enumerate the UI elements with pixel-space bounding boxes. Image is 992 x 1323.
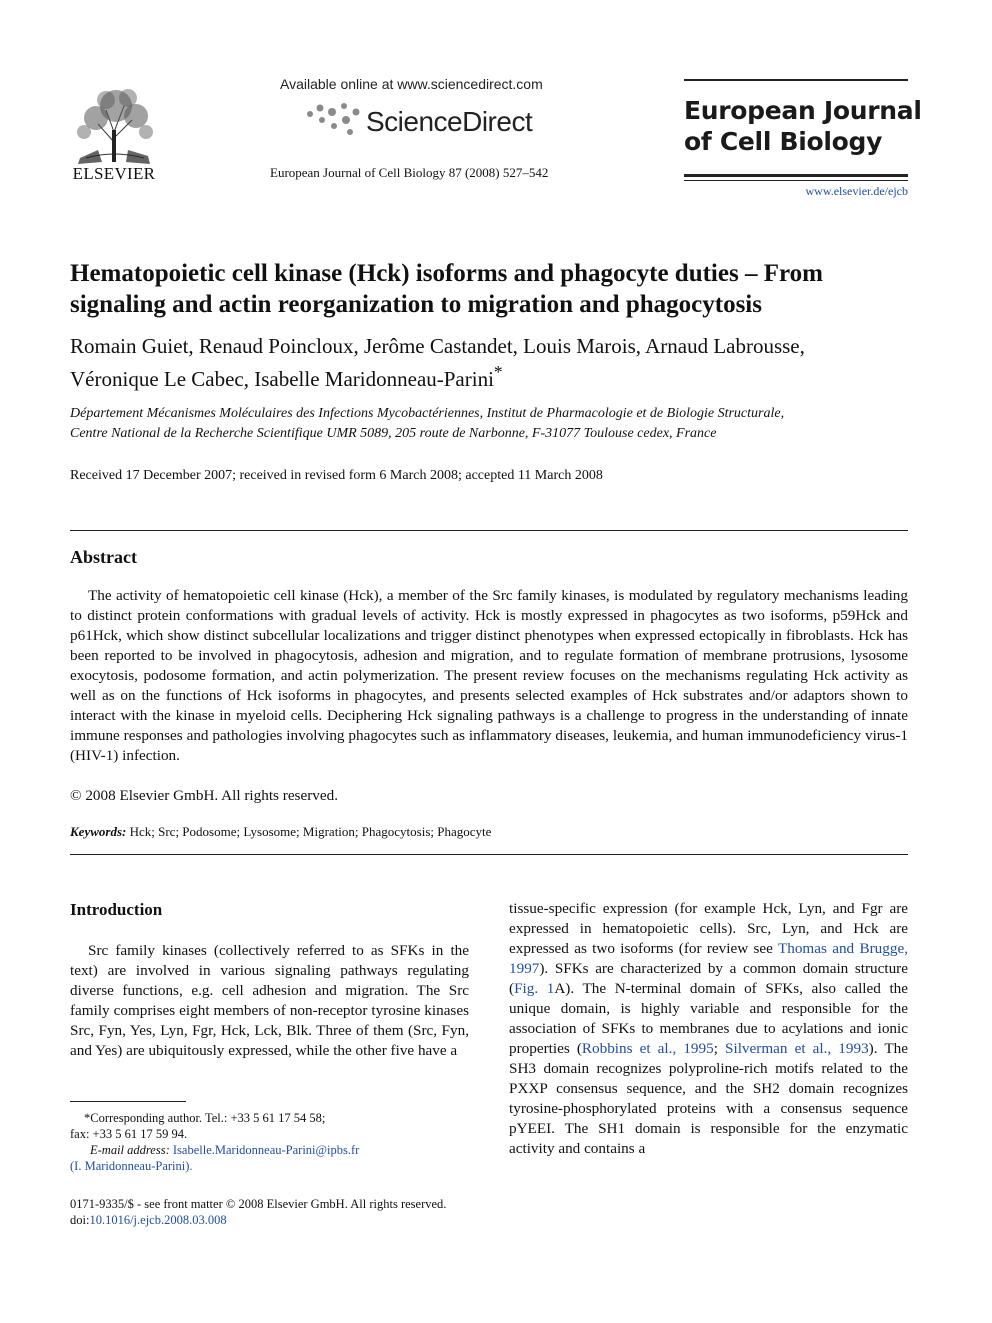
corresponding-author-footnote	[70, 1110, 470, 1174]
text-run: A). The N-terminal domain of SFKs, also called the unique domain, is highly variable and responsible for the association of SFKs to membranes due to acylations and ionic properties (	[509, 980, 909, 1057]
abstract-heading: Abstract	[70, 547, 137, 567]
introduction-column-2	[509, 899, 908, 1159]
text-run: tissue-specific expression (for example Hck, Lyn, and Fgr are expressed in hematopoietic cells). Src, Lyn, and Hck are expressed as two isoforms (for review see	[509, 900, 908, 957]
email-link[interactable]: Isabelle.Maridonneau-Parini@ipbs.fr	[172, 1143, 360, 1157]
doi-row	[70, 1212, 590, 1228]
journal-title-rule	[684, 174, 908, 177]
text-run: ). SFKs are characterized by a common domain structure (	[509, 960, 908, 997]
reference-link[interactable]: Robbins et al., 1995	[581, 1040, 714, 1057]
footnote-rule	[70, 1101, 186, 1102]
author-list-line-1: Romain Guiet, Renaud Poincloux, Jerôme Castandet, Louis Marois, Arnaud Labrousse,	[70, 334, 805, 358]
abstract-body: The activity of hematopoietic cell kinase (Hck), a member of the Src family kinases, is modulated by regulatory mechanisms leading to distinct protein conformations with gradual levels of activity. Hck is mostly expressed in phagocytes as two isoforms, p59Hck and p61Hck, which show distinct subcellular localizations and trigger distinct phenotypes when expressed ectopically in fibroblasts. Hck has been reported to be involved in phagocytosis, adhesion and migration, and to regulate formation of membrane protrusions, lysosome exocytosis, podosome formation, and actin polymerization. The present review focuses on the mechanisms regulating Hck activity as well as on the functions of Hck isoforms in phagocytes, and presents selected examples of Hck substrates and/or adaptors shown to interact with the kinase in myeloid cells. Deciphering Hck signaling pathways is a challenge to progress in the understanding of innate immune responses and pathologies involving phagocytes such as inflammatory diseases, leukemia, and human immunodeficiency virus-1 (HIV-1) infection.	[70, 587, 908, 764]
front-matter-notice	[70, 1196, 590, 1228]
available-online-text[interactable]: Available online at www.sciencedirect.com	[280, 76, 543, 92]
author-list	[70, 333, 930, 392]
footnote-email-row	[70, 1142, 470, 1158]
reference-link[interactable]: Silverman et al., 1993	[725, 1040, 869, 1057]
journal-url-link[interactable]: www.elsevier.de/ejcb	[805, 184, 908, 198]
reference-link[interactable]: Thomas and Brugge, 1997	[509, 940, 908, 977]
copyright-notice: © 2008 Elsevier GmbH. All rights reserved.	[70, 787, 338, 804]
journal-title-line-2: of Cell Biology	[684, 127, 883, 156]
introduction-column-1: Src family kinases (collectively referred to as SFKs in the text) are involved in various signaling pathways regulating diverse functions, e.g. cell adhesion and migration. The Src family comprises eight members of non-receptor tyrosine kinases Src, Fyn, Yes, Lyn, Fgr, Hck, Lck, Blk. Three of them (Src, Fyn, and Yes) are ubiquitously expressed, while the other five have a	[70, 942, 469, 1059]
keywords	[70, 824, 491, 840]
section-divider	[70, 530, 908, 531]
affiliation-line-2: Centre National de la Recherche Scientifique UMR 5089, 205 route de Narbonne, F-31077 Toulouse cedex, France	[70, 426, 717, 441]
email-label: E-mail address:	[90, 1143, 170, 1157]
journal-title-line-1: European Journal	[684, 96, 922, 125]
article-title-line-2: signaling and actin reorganization to migration and phagocytosis	[70, 291, 762, 318]
keywords-label: Keywords:	[70, 824, 127, 839]
article-title	[70, 258, 920, 320]
sciencedirect-wordmark: ScienceDirect	[366, 106, 533, 137]
text-run: ;	[713, 1040, 726, 1057]
footnote-line-1: *Corresponding author. Tel.: +33 5 61 17 54 58;	[84, 1111, 326, 1125]
email-author-name[interactable]: (I. Maridonneau-Parini).	[70, 1159, 193, 1173]
text-run: ). The SH3 domain recognizes polyproline-rich motifs related to the PXXP consensus sequence, and the SH2 domain recognizes tyrosine-phosphorylated proteins with a consensus sequence pYEEI. The SH1 domain is responsible for the enzymatic activity and contains a	[509, 1040, 908, 1157]
section-divider	[70, 854, 908, 855]
figure-link[interactable]: Fig. 1	[514, 980, 555, 997]
author-list-line-2	[70, 359, 930, 392]
journal-citation: European Journal of Cell Biology 87 (2008) 527–542	[270, 165, 549, 180]
journal-title	[684, 95, 922, 157]
keywords-list: Hck; Src; Podosome; Lysosome; Migration; Phagocytosis; Phagocyte	[129, 824, 492, 839]
corresponding-author-mark[interactable]: *	[493, 362, 503, 382]
article-title-line-1: Hematopoietic cell kinase (Hck) isoforms and phagocyte duties – From	[70, 260, 823, 287]
doi-link[interactable]: 10.1016/j.ejcb.2008.03.008	[89, 1213, 227, 1227]
introduction-heading: Introduction	[70, 900, 163, 919]
received-dates: Received 17 December 2007; received in revised form 6 March 2008; accepted 11 March 2008	[70, 468, 603, 483]
journal-title-rule	[684, 79, 908, 81]
affiliation-line-1: Département Mécanismes Moléculaires des Infections Mycobactériennes, Institut de Pharmacologie et de Biologie Structurale,	[70, 406, 785, 421]
front-matter-line: 0171-9335/$ - see front matter © 2008 Elsevier GmbH. All rights reserved.	[70, 1197, 447, 1211]
doi-label: doi:	[70, 1213, 90, 1227]
affiliation	[70, 404, 920, 444]
footnote-line-2: fax: +33 5 61 17 59 94.	[70, 1127, 188, 1141]
author-list-line-2-text: Véronique Le Cabec, Isabelle Maridonneau-Parini	[70, 367, 494, 391]
journal-title-rule	[684, 180, 908, 181]
publisher-name: ELSEVIER	[72, 164, 156, 183]
